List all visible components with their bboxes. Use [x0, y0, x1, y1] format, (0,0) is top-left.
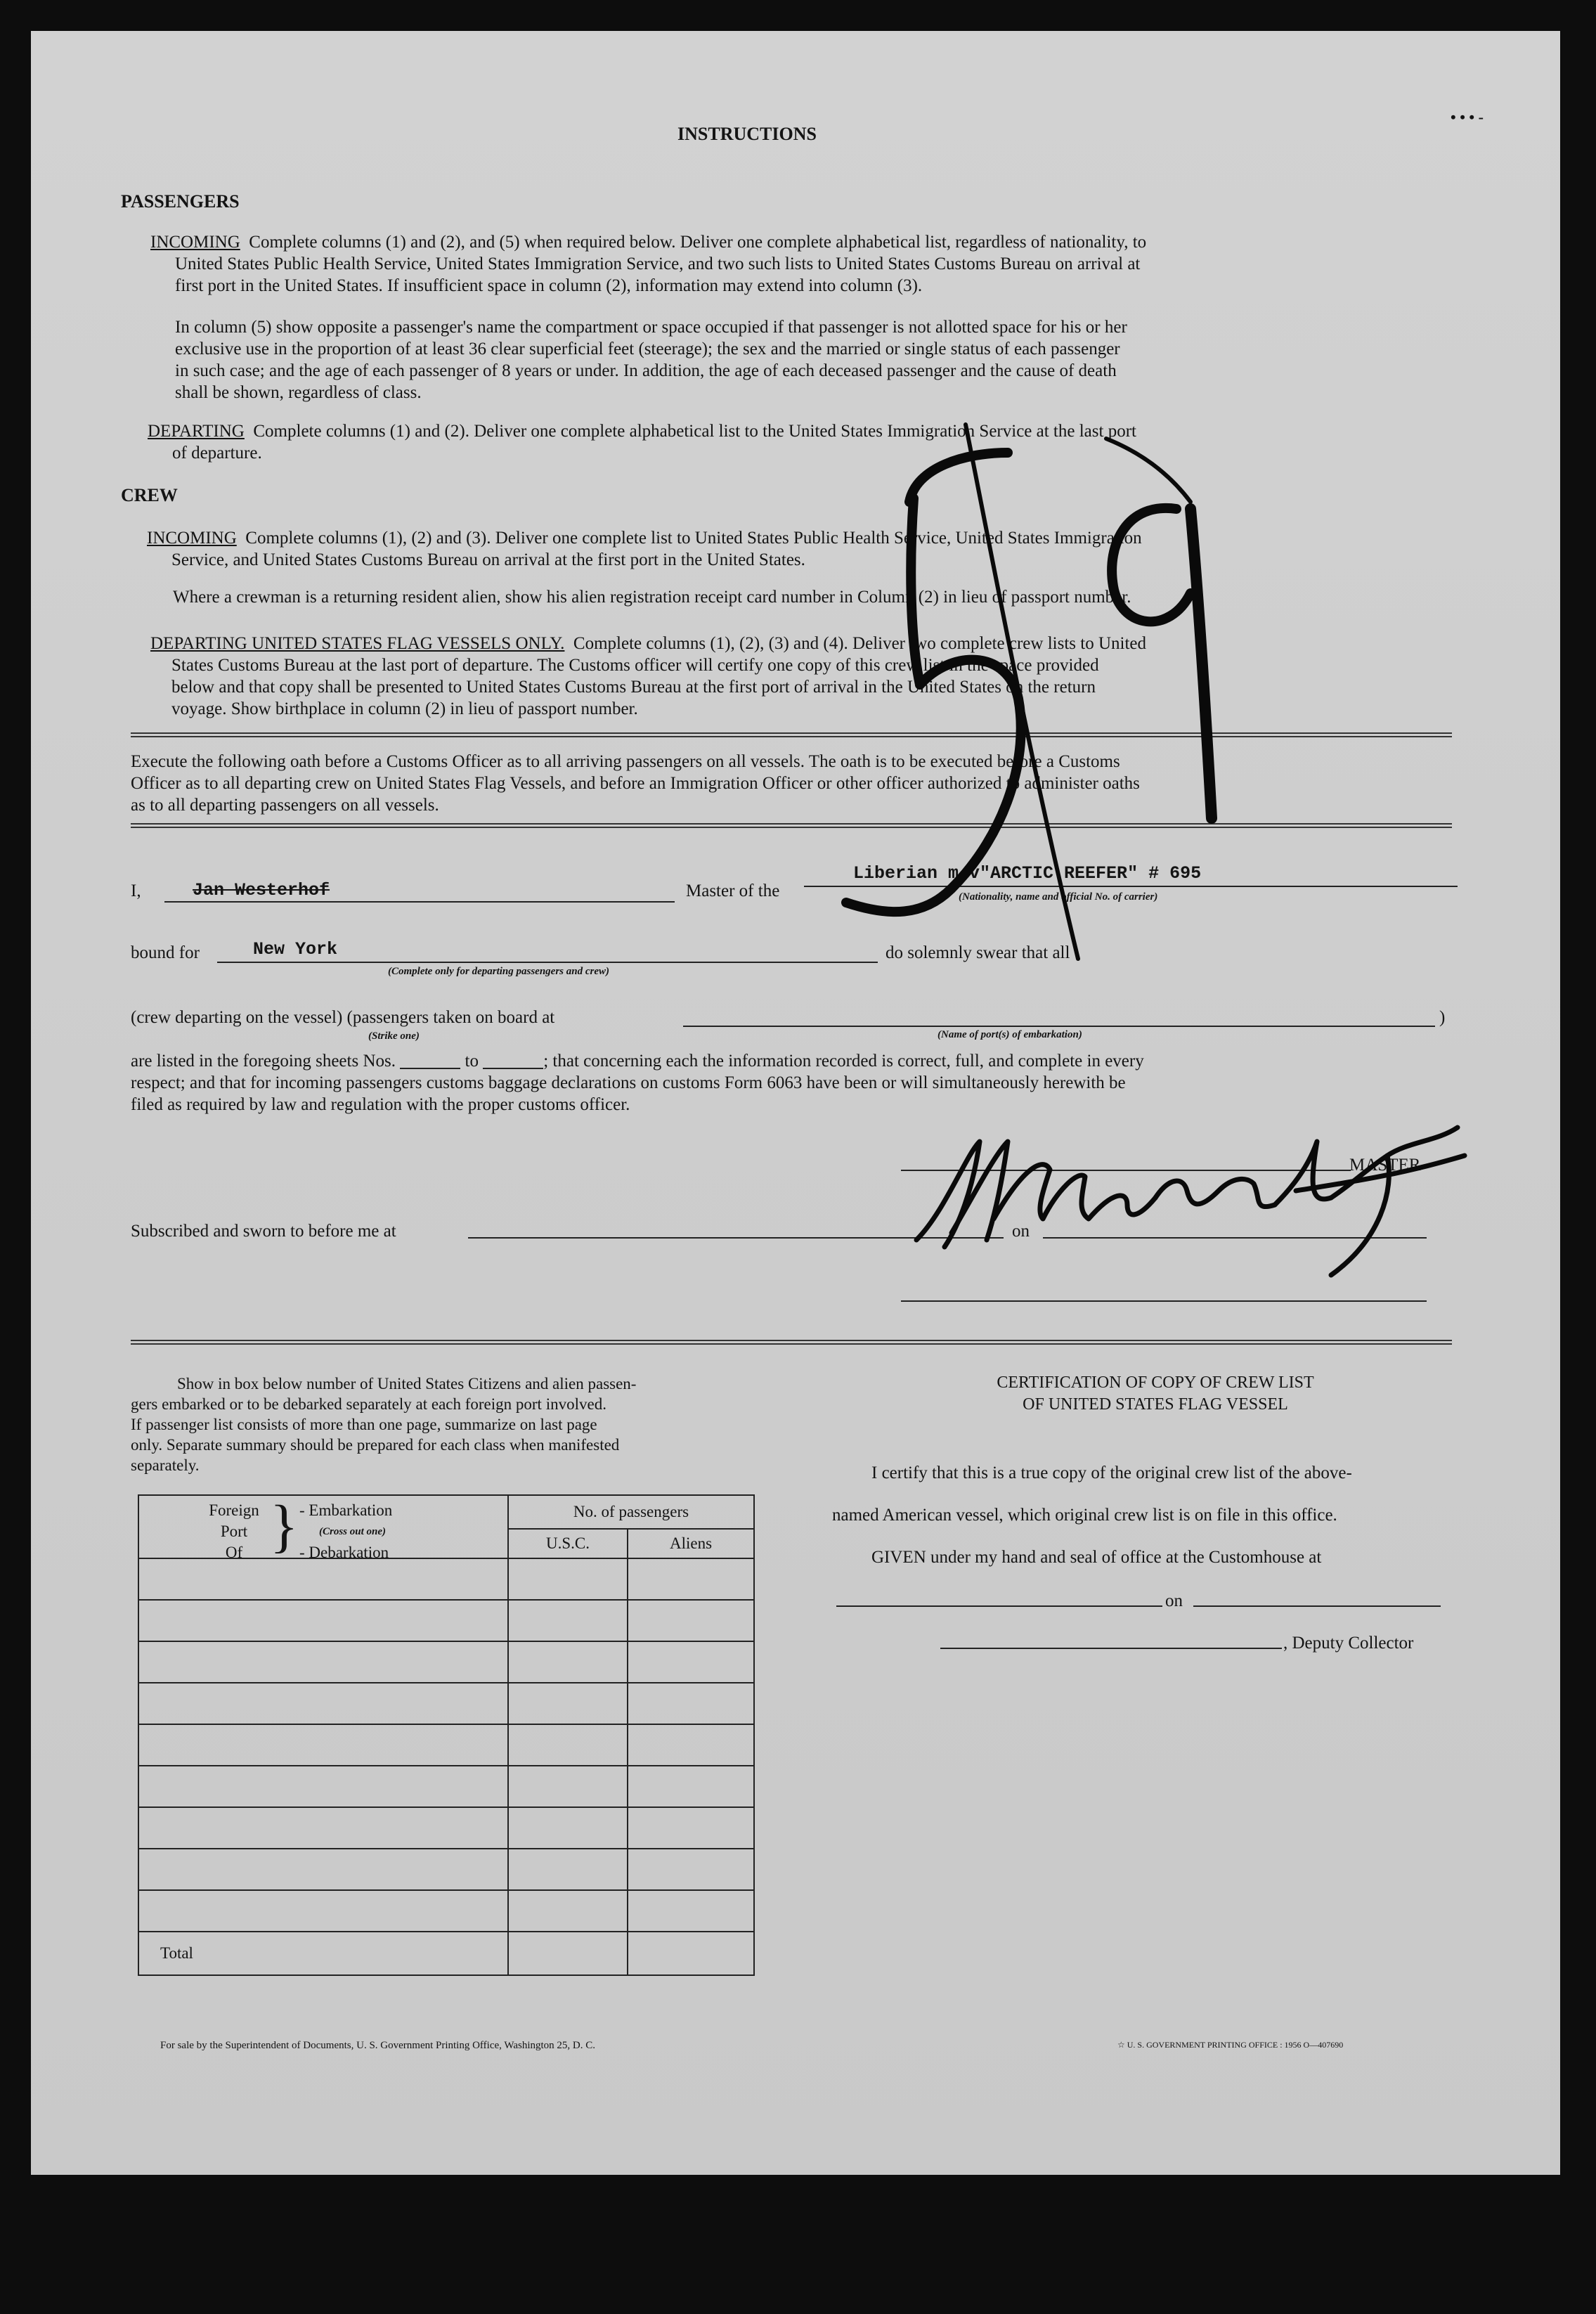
corner-marks: • • • -	[1451, 108, 1484, 126]
officer-signature-line	[901, 1300, 1427, 1302]
sheet-from-field[interactable]	[400, 1068, 460, 1069]
port-cell[interactable]	[138, 1849, 508, 1890]
cross-out-caption: (Cross out one)	[319, 1526, 387, 1537]
bound-for-label: bound for	[131, 943, 200, 962]
master-signature	[902, 1113, 1486, 1289]
passengers-departing-label: DEPARTING	[148, 422, 245, 441]
passengers-incoming-paragraph	[150, 231, 1486, 297]
aliens-cell[interactable]	[628, 1890, 754, 1932]
certification-line-2: named American vessel, which original crew list is on file in this office.	[832, 1506, 1337, 1525]
passengers-incoming-line-1: Complete columns (1) and (2), and (5) when required below. Deliver one complete alphabetical list, regardless of nationality, to	[249, 233, 1147, 252]
certification-date-line	[1193, 1605, 1441, 1607]
passengers-incoming-line-2: United States Public Health Service, United States Immigration Service, and two such lists to United States Customs Bureau on arrival at	[175, 254, 1141, 273]
listed-line-2: respect; and that for incoming passengers customs baggage declarations on customs Form 6063 have been or will simultaneously herewith be	[131, 1073, 1126, 1092]
listed-to-label: to	[465, 1052, 479, 1071]
certification-line-3: GIVEN under my hand and seal of office at the Customhouse at	[871, 1548, 1322, 1567]
oath-i-label: I,	[131, 881, 141, 900]
close-paren: )	[1439, 1008, 1446, 1027]
embarkation-line	[683, 1026, 1435, 1027]
passengers-departing-paragraph	[148, 420, 1483, 464]
port-cell[interactable]	[138, 1766, 508, 1807]
embarkation-option[interactable]: - Embarkation	[299, 1501, 393, 1519]
section-divider-1	[131, 732, 1452, 737]
crew-departing-line-4: voyage. Show birthplace in column (2) in lieu of passport number.	[171, 699, 638, 718]
certification-on-label: on	[1165, 1591, 1183, 1610]
certification-title-line-1: CERTIFICATION OF COPY OF CREW LIST	[997, 1373, 1314, 1392]
passengers-departing-line-2: of departure.	[172, 444, 262, 463]
usc-cell[interactable]	[508, 1683, 628, 1724]
column5-paragraph	[175, 316, 1510, 403]
listed-line-1b: ; that concerning each the information recorded is correct, full, and complete in every	[543, 1052, 1144, 1071]
aliens-total-cell[interactable]	[628, 1932, 754, 1975]
page-title: INSTRUCTIONS	[677, 124, 817, 144]
aliens-cell[interactable]	[628, 1766, 754, 1807]
crew-departing-paragraph	[150, 633, 1486, 720]
oath-intro-line-1: Execute the following oath before a Customs Officer as to all arriving passengers on all vessels. The oath is to be executed before a Customs	[131, 752, 1120, 771]
crew-departing-label: DEPARTING UNITED STATES FLAG VESSELS ONLY.	[150, 634, 565, 653]
port-cell[interactable]	[138, 1724, 508, 1766]
aliens-cell[interactable]	[628, 1807, 754, 1849]
col-port-label-3: Of	[225, 1544, 243, 1561]
summary-instructions-line-4: only. Separate summary should be prepared for each class when manifested	[131, 1436, 620, 1454]
passengers-heading: PASSENGERS	[121, 191, 240, 212]
strike-caption: (Strike one)	[368, 1030, 420, 1042]
passengers-incoming-label: INCOMING	[150, 233, 240, 252]
crew-incoming-label: INCOMING	[147, 529, 237, 548]
crew-incoming-paragraph	[147, 527, 1482, 571]
embarkation-caption: (Name of port(s) of embarkation)	[938, 1029, 1082, 1040]
section-divider-2	[131, 823, 1452, 828]
bound-for-field[interactable]: New York	[253, 939, 338, 959]
passengers-departing-line-1: Complete columns (1) and (2). Deliver one complete alphabetical list to the United States Immigration Service at the last port	[253, 422, 1136, 441]
passenger-summary-table	[138, 1494, 755, 1976]
listed-paragraph	[131, 1050, 1494, 1116]
summary-instructions-line-2: gers embarked or to be debarked separately at each foreign port involved.	[131, 1395, 606, 1413]
column5-line-3: in such case; and the age of each passenger of 8 years or under. In addition, the age of each deceased passenger and the cause of death	[175, 361, 1117, 380]
col-aliens-header: Aliens	[628, 1529, 754, 1558]
sheet-to-field[interactable]	[483, 1068, 543, 1069]
vessel-caption: (Nationality, name and official No. of carrier)	[959, 891, 1158, 903]
passengers-incoming-line-3: first port in the United States. If insufficient space in column (2), information may extend into column (3).	[175, 276, 923, 295]
aliens-cell[interactable]	[628, 1641, 754, 1683]
crew-departing-oath-text: (crew departing on the vessel) (passengers taken on board at	[131, 1008, 555, 1027]
master-of-label: Master of the	[686, 881, 780, 900]
port-cell[interactable]	[138, 1600, 508, 1641]
crew-heading: CREW	[121, 485, 178, 505]
listed-line-1a: are listed in the foregoing sheets Nos.	[131, 1052, 396, 1071]
port-cell[interactable]	[138, 1558, 508, 1600]
column5-line-1: In column (5) show opposite a passenger's name the compartment or space occupied if that passenger is not allotted space for his or her	[175, 318, 1127, 337]
crew-departing-line-2: States Customs Bureau at the last port of departure. The Customs officer will certify one copy of this crew list in the space provided	[171, 656, 1099, 675]
vessel-field[interactable]: Liberian m/v"ARCTIC REEFER" # 695	[853, 863, 1202, 884]
port-header-cell	[138, 1494, 508, 1561]
column5-line-4: shall be shown, regardless of class.	[175, 383, 422, 402]
port-cell[interactable]	[138, 1890, 508, 1932]
subscribed-place-line	[468, 1237, 1004, 1239]
crew-departing-line-1: Complete columns (1), (2), (3) and (4). Deliver two complete crew lists to United	[573, 634, 1146, 653]
footer-right: ☆ U. S. GOVERNMENT PRINTING OFFICE : 1956 O—407690	[1117, 2040, 1344, 2050]
crew-departing-line-3: below and that copy shall be presented to United States Customs Bureau at the first port of arrival in the United States on the return	[171, 678, 1096, 697]
oath-intro-line-3: as to all departing passengers on all vessels.	[131, 796, 439, 815]
brace-icon: }	[270, 1494, 299, 1559]
crew-incoming-line-2: Service, and United States Customs Bureau on arrival at the first port in the United States.	[171, 550, 805, 569]
aliens-cell[interactable]	[628, 1558, 754, 1600]
summary-instructions-line-1: Show in box below number of United States Citizens and alien passen-	[177, 1375, 637, 1392]
column5-line-2: exclusive use in the proportion of at least 36 clear superficial feet (steerage); the sex and the married or single status of each passenger	[175, 340, 1120, 358]
debarkation-option[interactable]: - Debarkation	[299, 1544, 389, 1561]
port-cell[interactable]	[138, 1807, 508, 1849]
bound-for-caption: (Complete only for departing passengers and crew)	[388, 966, 609, 977]
master-name-line	[164, 901, 675, 903]
summary-instructions-line-5: separately.	[131, 1456, 200, 1474]
master-label: MASTER	[1349, 1156, 1421, 1175]
col-port-label-1: Foreign	[209, 1501, 259, 1519]
aliens-cell[interactable]	[628, 1600, 754, 1641]
footer-left: For sale by the Superintendent of Documents, U. S. Government Printing Office, Washington 25, D. C.	[160, 2040, 595, 2051]
aliens-cell[interactable]	[628, 1849, 754, 1890]
certification-title-line-2: OF UNITED STATES FLAG VESSEL	[1023, 1395, 1288, 1414]
vessel-line	[804, 886, 1458, 887]
oath-intro-line-2: Officer as to all departing crew on United States Flag Vessels, and before an Immigration Officer or other officer authorized to administer oaths	[131, 774, 1140, 793]
usc-total-cell[interactable]	[508, 1932, 628, 1975]
total-label: Total	[138, 1932, 508, 1975]
bound-for-line	[217, 962, 878, 963]
returning-alien-paragraph: Where a crewman is a returning resident alien, show his alien registration receipt card number in Column (2) in lieu of passport number.	[173, 588, 1131, 607]
aliens-cell[interactable]	[628, 1724, 754, 1766]
summary-instructions	[131, 1373, 791, 1475]
usc-cell[interactable]	[508, 1724, 628, 1766]
port-cell[interactable]	[138, 1641, 508, 1683]
crew-incoming-line-1: Complete columns (1), (2) and (3). Deliver one complete list to United States Public Health Service, United States Immigration	[245, 529, 1142, 548]
customhouse-line	[836, 1605, 1162, 1607]
usc-cell[interactable]	[508, 1600, 628, 1641]
master-signature-line	[901, 1170, 1351, 1171]
summary-instructions-line-3: If passenger list consists of more than one page, summarize on last page	[131, 1416, 597, 1433]
subscribed-date-line	[1043, 1237, 1427, 1239]
usc-cell[interactable]	[508, 1558, 628, 1600]
subscribed-label: Subscribed and sworn to before me at	[131, 1222, 396, 1241]
usc-cell[interactable]	[508, 1641, 628, 1683]
document-page	[31, 31, 1560, 2175]
subscribed-on-label: on	[1012, 1222, 1030, 1241]
usc-cell[interactable]	[508, 1849, 628, 1890]
deputy-collector-label: , Deputy Collector	[1283, 1634, 1414, 1653]
col-usc-header: U.S.C.	[508, 1529, 628, 1558]
certification-line-1: I certify that this is a true copy of the original crew list of the above-	[871, 1463, 1352, 1482]
master-name-field[interactable]: Jan Westerhof	[193, 880, 330, 900]
col-port-label-2: Port	[220, 1523, 248, 1540]
col-passengers-header: No. of passengers	[508, 1495, 754, 1529]
usc-cell[interactable]	[508, 1807, 628, 1849]
certification-title	[846, 1372, 1465, 1416]
section-divider-3	[131, 1340, 1452, 1345]
deputy-collector-line	[940, 1648, 1282, 1649]
usc-cell[interactable]	[508, 1890, 628, 1932]
aliens-cell[interactable]	[628, 1683, 754, 1724]
swear-text: do solemnly swear that all	[885, 943, 1070, 962]
oath-intro-paragraph	[131, 751, 1494, 816]
listed-line-3: filed as required by law and regulation with the proper customs officer.	[131, 1095, 630, 1114]
usc-cell[interactable]	[508, 1766, 628, 1807]
port-cell[interactable]	[138, 1683, 508, 1724]
